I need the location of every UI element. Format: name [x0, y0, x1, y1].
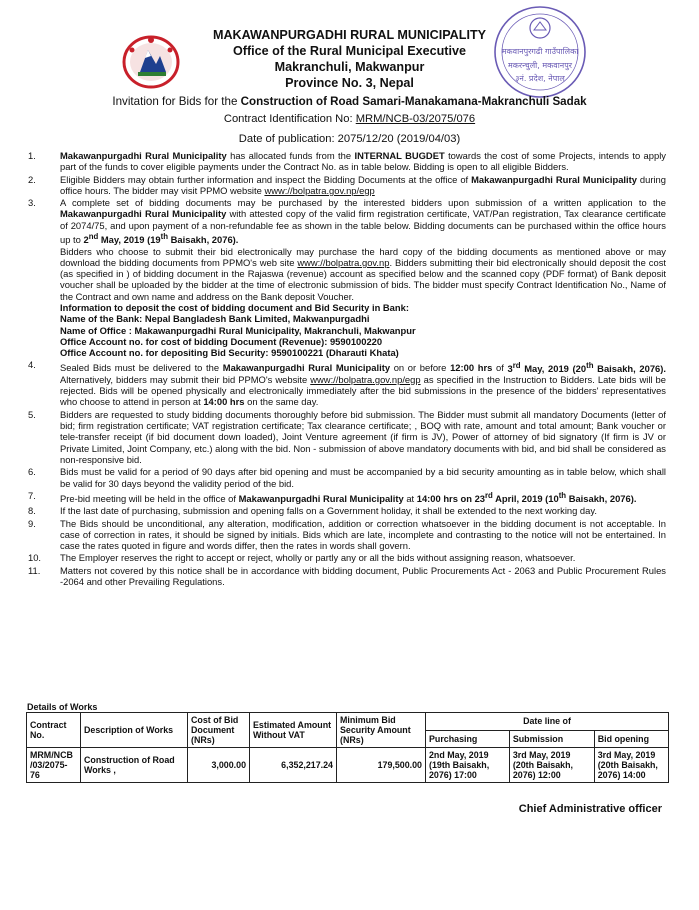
cell-purchasing: 2nd May, 2019 (19th Baisakh, 2076) 17:00	[426, 748, 510, 783]
col-opening: Bid opening	[594, 730, 668, 748]
works-header-row	[27, 713, 669, 731]
stamp-line-2: मकरन्चुली, मकवानपुर	[507, 61, 573, 70]
item-text: Bidders are requested to study bidding documents thoroughly before bid submission. The Bidder must submit all mandatory Documents (letter of bid; firm registration certificate; VAT registration certificate; Tax clearance certificate; , BOQ with rate, amount and total amount; Bank voucher or tele-transfer receipt (if bid document down loaded), Joint Venture agreement (if firm is JV), Power of attorney of bid signatory (If firm is JV or Private Limited, Joint Company, etc.) along with the bid. Non - submission of above mandatory documents with bid, and bid shall be considered as non-responsive bid.	[60, 408, 666, 465]
item-text: If the last date of purchasing, submission and opening falls on a Government holiday, it shall be extended to the next working day.	[60, 505, 597, 517]
item-text: The Employer reserves the right to accept or reject, wholly or partly any or all the bids without assigning reason, whatsoever.	[60, 552, 576, 564]
header-municipality: MAKAWANPURGADHI RURAL MUNICIPALITY	[212, 28, 487, 42]
item-number: 11.	[28, 564, 41, 576]
item-text: The Bids should be unconditional, any alteration, modification, addition or correction whatsoever in the bidding document is not acceptable. In case of correction in rates, it should be signed by initials. Bids which are late, incomplete and contrasting to the notice will not be entertained. In case the rates quoted in figure and words differ, then the rates in words shall govern.	[60, 517, 666, 552]
details-of-works-title: Details of Works	[27, 702, 98, 712]
cell-opening: 3rd May, 2019 (20th Baisakh, 2076) 14:00	[594, 748, 668, 783]
item-number: 6.	[28, 466, 36, 478]
item-text: Sealed Bids must be delivered to the Makawanpurgadhi Rural Municipality on or before 12:00 hrs of 3rd May, 2019 (20th Baisakh, 2076). Alternatively, bidders may submit their bid PPMO's website www://bolpatra.gov.np/egp as specified in the Instruction to Bidders. Late bids will be rejected. Bids will be opened physically and electronically immediately after the bid submissions in the presence of the bidders' representatives who choose to attend in person at 14:00 hrs on the same day.	[60, 360, 667, 408]
notice-item-11	[28, 565, 666, 588]
notice-item-8	[28, 505, 666, 516]
header-office: Office of the Rural Municipal Executive	[232, 44, 467, 58]
item-text: A complete set of bidding documents may be purchased by the interested bidders upon submission of a written application to the Makawanpurgadhi Rural Municipality with attested copy of the valid firm registration certificate, VAT/Pan registration, Tax clearance certificate of 2074/75, and upon payment of a non-refundable fee as shown in the table below. Bidding documents can be purchased within the office hours up to 2nd May, 2019 (19th Baisakh, 2076). Bidders who choose to submit their bid electronically may purchase the hard copy of the bidding documents as mentioned above or may download the bidding documents from PPMO's web site www://bolpatra.gov.np. Bidders submitting their bid electronically should deposit the cost (as specified in ) of bidding document in the Rajaswa (revenue) account as specified below and the scanned copy (PDF format) of Bank deposit voucher shall be uploaded by the bidder at the time of electronic submission of bids. The bidder must specify Contract Identification No., Name of the Contract and own name and address on the Bank deposit Voucher.	[60, 197, 666, 302]
bank-info	[60, 302, 666, 358]
item-number: 1.	[28, 150, 36, 161]
cell-estimated: 6,352,217.24	[250, 748, 337, 783]
item-text: Matters not covered by this notice shall be in accordance with bidding document, Public Procurements Act - 2063 and Public Procurement Rules -2064 and other Prevailing Regulations.	[60, 564, 666, 588]
contract-id-label: Contract Identification No:	[223, 113, 356, 125]
bank-office-name: Name of Office : Makawanpurgadhi Rural Municipality, Makranchuli, Makwanpur	[60, 324, 416, 336]
col-estimated: Estimated Amount Without VAT	[250, 713, 337, 748]
bank-name: Name of the Bank: Nepal Bangladesh Bank Limited, Makwanpurgadhi	[60, 313, 370, 325]
cell-submission: 3rd May, 2019 (20th Baisakh, 2076) 12:00	[509, 748, 594, 783]
item-number: 4.	[28, 359, 36, 371]
cell-contract-no: MRM/NCB /03/2075-76	[27, 748, 81, 783]
notice-items	[28, 150, 666, 588]
publication-date: Date of publication: 2075/12/20 (2019/04/03)	[238, 133, 461, 145]
notice-item-1	[28, 150, 666, 173]
stamp-line-3: ३नं. प्रदेश, नेपाल	[515, 74, 565, 83]
contract-id-value: MRM/NCB-03/2075/076	[355, 113, 476, 125]
invitation-title	[0, 95, 699, 108]
header-province: Province No. 3, Nepal	[285, 76, 414, 90]
cell-description: Construction of Road Works ,	[81, 748, 188, 783]
col-purchasing: Purchasing	[426, 730, 510, 748]
bank-info-title: Information to deposit the cost of bidding document and Bid Security in Bank:	[60, 301, 409, 313]
bank-account-security: Office Account no. for depositing Bid Security: 9590100221 (Dharauti Khata)	[60, 347, 399, 359]
col-security: Minimum Bid Security Amount (NRs)	[337, 713, 426, 748]
col-submission: Submission	[509, 730, 594, 748]
item-text: Pre-bid meeting will be held in the office of Makawanpurgadhi Rural Municipality at 14:00 hrs on 23rd April, 2019 (10th Baisakh, 2076).	[60, 490, 637, 504]
notice-item-5	[28, 409, 666, 465]
col-description: Description of Works	[81, 713, 188, 748]
notice-item-10	[28, 552, 666, 563]
cell-security: 179,500.00	[337, 748, 426, 783]
item-text: Makawanpurgadhi Rural Municipality has allocated funds from the INTERNAL BUGDET towards the cost of some Projects, intends to apply part of the funds to cover eligible payments under the Contract No. as in table below. Bidding is open to all eligible Bidders.	[60, 150, 666, 173]
notice-item-3	[28, 197, 666, 358]
item-number: 2.	[28, 173, 36, 185]
contract-identification	[0, 113, 699, 125]
col-contract-no: Contract No.	[27, 713, 81, 748]
item-number: 7.	[28, 489, 36, 501]
notice-item-9	[28, 518, 666, 552]
item-text: Bids must be valid for a period of 90 days after bid opening and must be accompanied by a bid security amounting as in table below, which shall be valid for 30 days beyond the validity period of the bid.	[60, 466, 666, 489]
notice-item-7	[28, 490, 666, 504]
notice-item-4	[28, 359, 666, 407]
header-location: Makranchuli, Makwanpur	[274, 60, 425, 74]
cell-cost: 3,000.00	[188, 748, 250, 783]
signature-title: Chief Administrative officer	[518, 803, 662, 815]
item-number: 8.	[28, 505, 36, 517]
stamp-line-1: मकवानपुरगढी गाउँपालिका	[501, 47, 579, 56]
item-text: Eligible Bidders may obtain further information and inspect the Bidding Documents at the office of Makawanpurgadhi Rural Municipality during office hours. The bidder may visit PPMO website www://bolpatra.gov.np/egp	[60, 173, 666, 196]
notice-item-2	[28, 174, 666, 197]
works-table	[26, 712, 669, 783]
item-number: 3.	[28, 197, 36, 209]
table-row	[27, 748, 669, 783]
col-date-line: Date line of	[426, 713, 669, 731]
col-cost: Cost of Bid Document (NRs)	[188, 713, 250, 748]
item-number: 9.	[28, 517, 36, 529]
item-number: 10.	[28, 552, 42, 564]
invitation-project: Construction of Road Samari-Manakamana-Makranchuli Sadak	[240, 95, 587, 108]
item-number: 5.	[28, 408, 36, 420]
notice-item-6	[28, 466, 666, 489]
invitation-prefix: Invitation for Bids for the	[112, 95, 241, 108]
bank-account-cost: Office Account no. for cost of bidding Document (Revenue): 9590100220	[60, 335, 383, 347]
